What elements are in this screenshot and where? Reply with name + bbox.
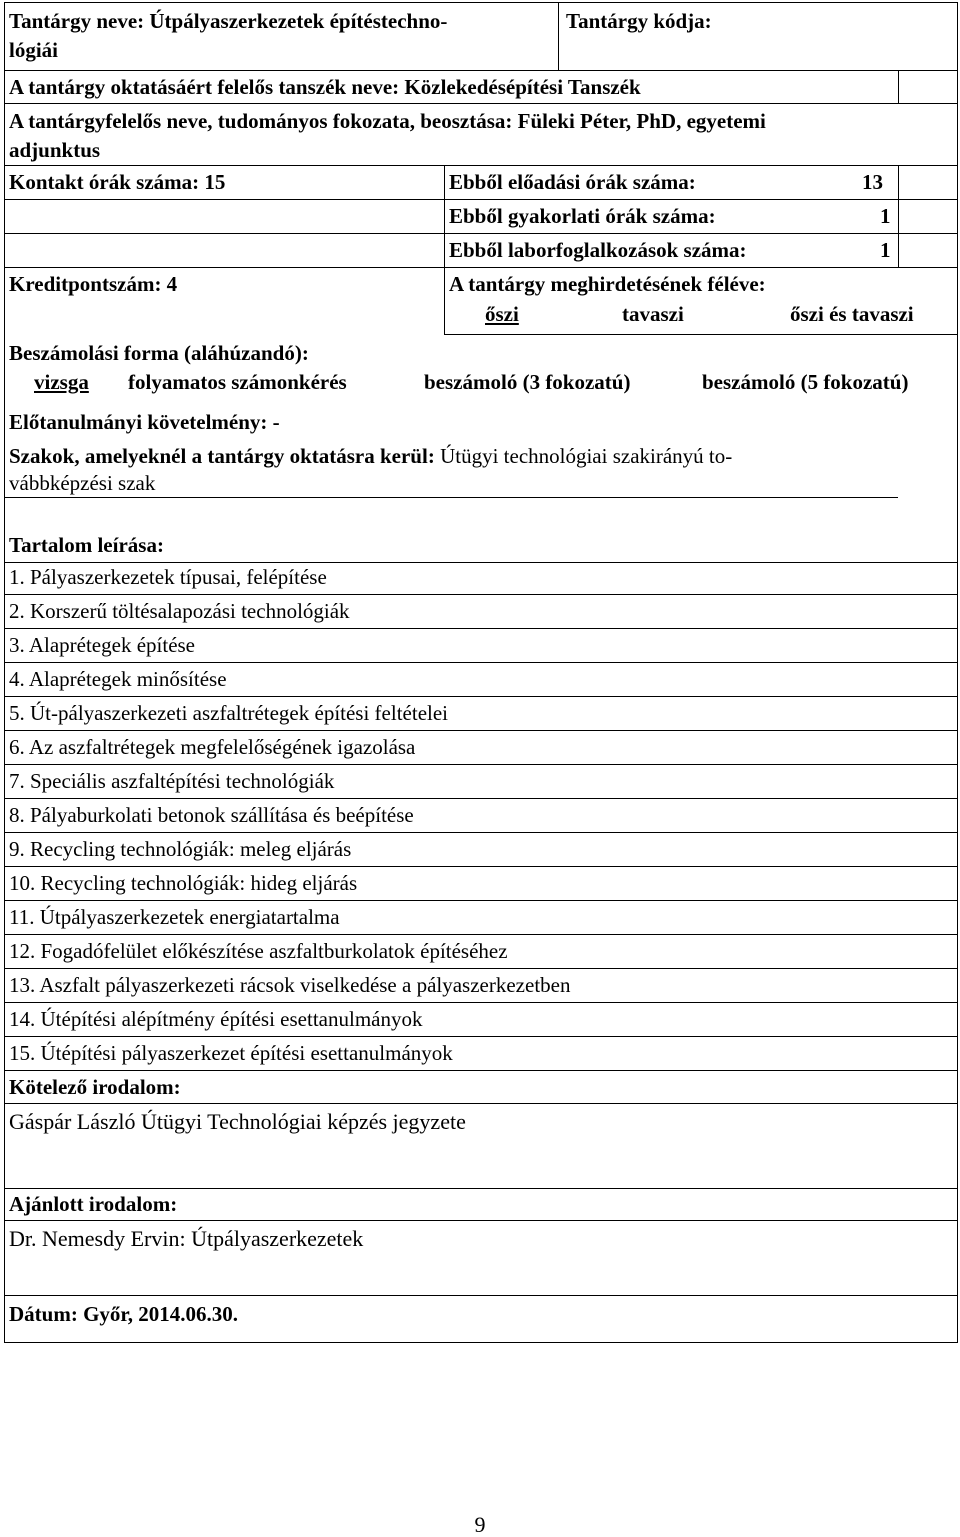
- page-number: 9: [474, 1512, 486, 1537]
- required-literature-value: Gáspár László Útügyi Technológiai képzés jegyzete: [9, 1109, 466, 1134]
- recommended-literature-label: Ajánlott irodalom:: [9, 1192, 178, 1216]
- content-item: 13. Aszfalt pályaszerkezeti rácsok viselkedése a pályaszerkezetben: [9, 973, 571, 997]
- document-date: Dátum: Győr, 2014.06.30.: [9, 1302, 239, 1326]
- assessment-label: Beszámolási forma (aláhúzandó):: [9, 341, 309, 365]
- responsible-line-1: A tantárgyfelelős neve, tudományos fokozata, beosztása: Füleki Péter, PhD, egyetemi: [9, 109, 766, 133]
- content-item: 9. Recycling technológiák: meleg eljárás: [9, 837, 352, 861]
- prerequisite: Előtanulmányi követelmény: -: [9, 410, 280, 434]
- content-item: 7. Speciális aszfaltépítési technológiák: [9, 769, 335, 793]
- recommended-literature-value: Dr. Nemesdy Ervin: Útpályaszerkezetek: [9, 1226, 364, 1251]
- content-item: 2. Korszerű töltésalapozási technológiák: [9, 599, 350, 623]
- programs-label: Szakok, amelyeknél a tantárgy oktatásra kerül:: [9, 444, 435, 468]
- semester-option-autumn: őszi: [485, 302, 519, 326]
- content-item: 6. Az aszfaltrétegek megfelelőségének igazolása: [9, 735, 416, 759]
- content-item: 15. Útépítési pályaszerkezet építési esettanulmányok: [9, 1041, 453, 1065]
- department-line: A tantárgy oktatásáért felelős tanszék neve: Közlekedésépítési Tanszék: [9, 75, 641, 99]
- content-label: Tartalom leírása:: [9, 533, 164, 557]
- responsible-line-2: adjunktus: [9, 138, 101, 162]
- practice-hours-label: Ebből gyakorlati órák száma:: [449, 204, 716, 228]
- programs-value-2: vábbképzési szak: [9, 471, 156, 495]
- content-item: 8. Pályaburkolati betonok szállítása és beépítése: [9, 803, 414, 827]
- required-literature-label: Kötelező irodalom:: [9, 1075, 181, 1099]
- lecture-hours-label: Ebből előadási órák száma:: [449, 170, 696, 194]
- contact-hours: Kontakt órák száma: 15: [9, 170, 226, 194]
- content-item: 10. Recycling technológiák: hideg eljárás: [9, 871, 358, 895]
- content-item: 4. Alaprétegek minősítése: [9, 667, 227, 691]
- assessment-option-continuous: folyamatos számonkérés: [128, 370, 347, 394]
- subject-name-line-2: lógiái: [9, 38, 59, 62]
- programs-value-1: Útügyi technológiai szakirányú to-: [440, 444, 733, 468]
- credit-points: Kreditpontszám: 4: [9, 272, 178, 296]
- assessment-option-3grade: beszámoló (3 fokozatú): [424, 370, 631, 394]
- content-item: 1. Pályaszerkezetek típusai, felépítése: [9, 565, 327, 589]
- subject-code-label: Tantárgy kódja:: [566, 9, 712, 33]
- subject-name-line-1: Tantárgy neve: Útpályaszerkezetek építéstechno-: [9, 9, 448, 33]
- lecture-hours-value: 13: [862, 170, 883, 194]
- programs-line: [9, 446, 732, 467]
- semester-option-spring: tavaszi: [622, 302, 684, 326]
- content-item: 14. Útépítési alépítmény építési esettanulmányok: [9, 1007, 423, 1031]
- lab-hours-label: Ebből laborfoglalkozások száma:: [449, 238, 747, 262]
- lab-hours-value: 1: [880, 238, 891, 262]
- content-item: 12. Fogadófelület előkészítése aszfaltburkolatok építéséhez: [9, 939, 508, 963]
- content-item: 11. Útpályaszerkezetek energiatartalma: [9, 905, 340, 929]
- assessment-option-5grade: beszámoló (5 fokozatú): [702, 370, 909, 394]
- semester-label: A tantárgy meghirdetésének féléve:: [449, 272, 766, 296]
- content-item: 3. Alaprétegek építése: [9, 633, 196, 657]
- assessment-option-exam: vizsga: [34, 370, 89, 394]
- semester-option-both: őszi és tavaszi: [790, 302, 914, 326]
- practice-hours-value: 1: [880, 204, 891, 228]
- content-item: 5. Út-pályaszerkezeti aszfaltrétegek építési feltételei: [9, 701, 449, 725]
